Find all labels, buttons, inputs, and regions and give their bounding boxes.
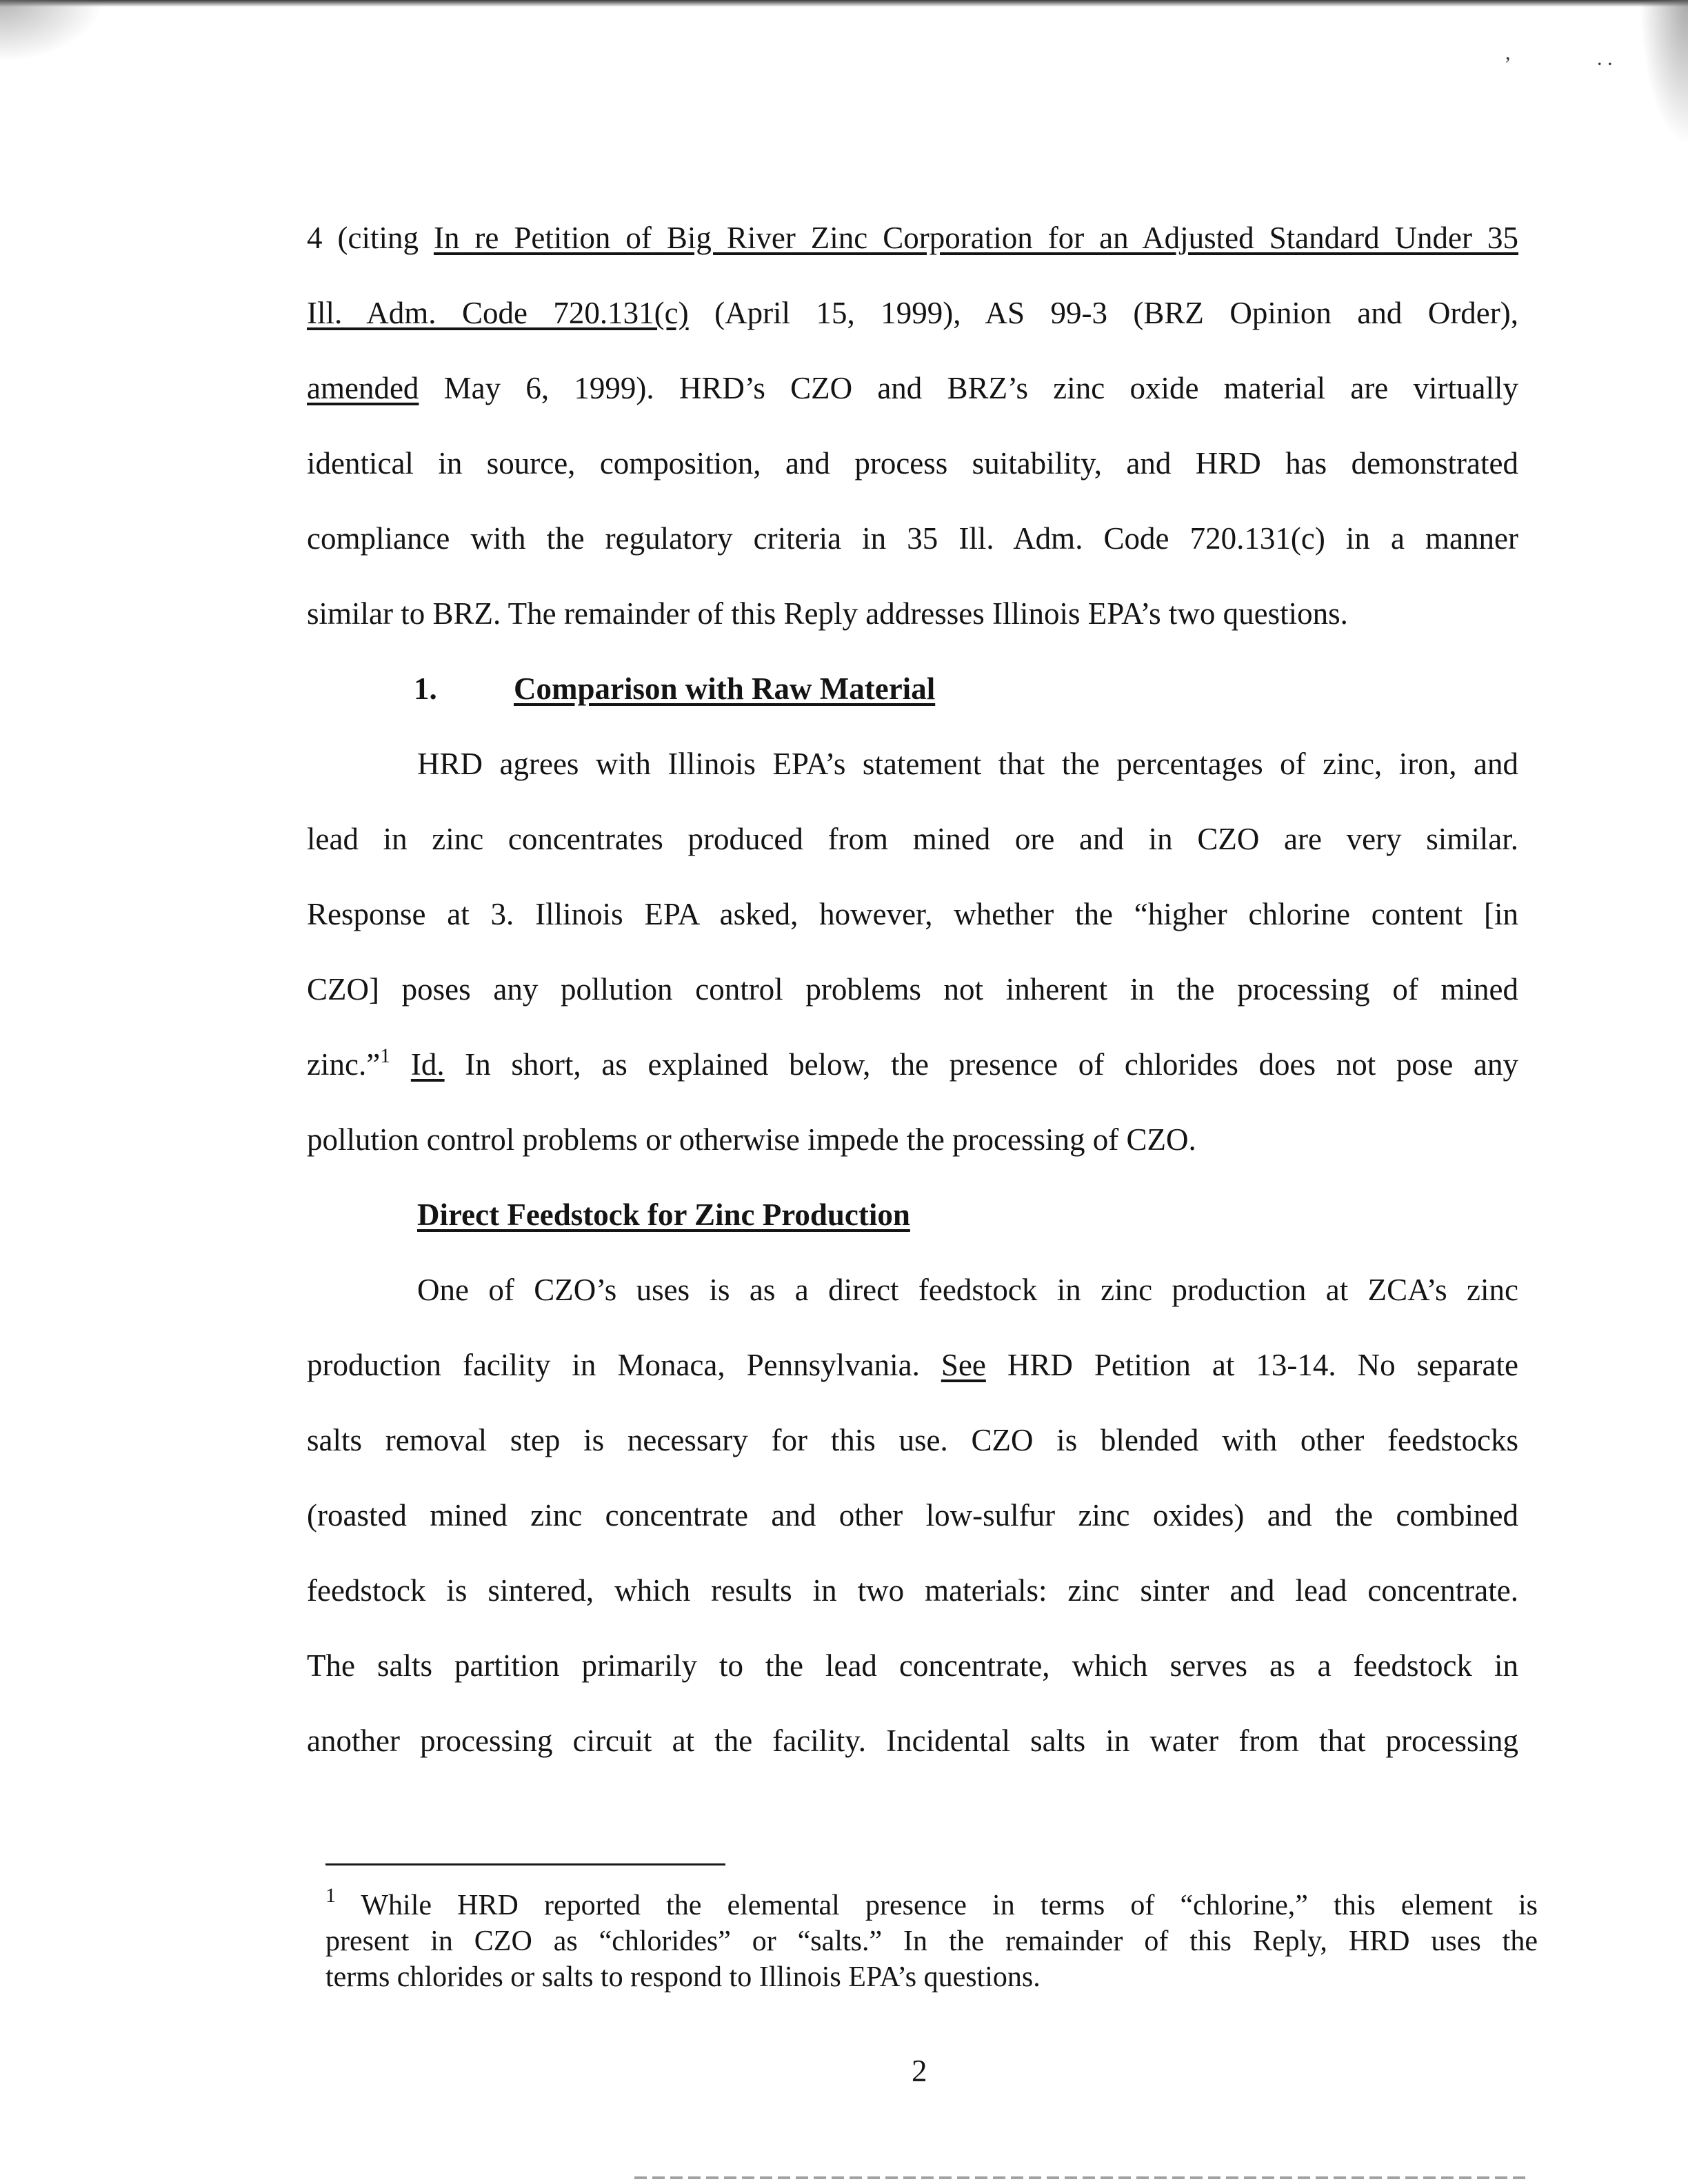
subsection-heading: Direct Feedstock for Zinc Production <box>417 1197 910 1232</box>
scan-noise-right <box>1640 0 1688 145</box>
text-line: feedstock is sintered, which results in two materials: zinc sinter and lead concentrate. <box>307 1573 1518 1608</box>
text-line: similar to BRZ. The remainder of this Reply addresses Illinois EPA’s two questions. <box>307 596 1348 631</box>
text-line: HRD agrees with Illinois EPA’s statement that the percentages of zinc, iron, and <box>417 747 1518 781</box>
text-line: CZO] poses any pollution control problems not inherent in the processing of mined <box>307 972 1518 1007</box>
scan-edge-bottom <box>634 2176 1531 2179</box>
case-citation: Id. <box>410 1047 445 1082</box>
stray-mark: , <box>1505 41 1511 64</box>
section-number: 1. <box>414 671 437 706</box>
text-line: lead in zinc concentrates produced from mined ore and in CZO are very similar. <box>307 822 1518 856</box>
text-line: Response at 3. Illinois EPA asked, however, whether the “higher chlorine content [in <box>307 897 1518 931</box>
text-line: One of CZO’s uses is as a direct feedstock in zinc production at ZCA’s zinc <box>417 1273 1518 1307</box>
text-line: identical in source, composition, and process suitability, and HRD has demonstrated <box>307 446 1518 481</box>
section-heading: Comparison with Raw Material <box>514 671 936 706</box>
footnote-line: present in CZO as “chlorides” or “salts.” In the remainder of this Reply, HRD uses the <box>325 1925 1538 1957</box>
footnote-separator <box>325 1863 725 1866</box>
text-line: compliance with the regulatory criteria in 35 Ill. Adm. Code 720.131(c) in a manner <box>307 521 1518 556</box>
case-citation: Ill. Adm. Code 720.131(c) <box>307 296 689 330</box>
case-citation: In re Petition of Big River Zinc Corporation for an Adjusted Standard Under 35 <box>433 221 1519 255</box>
page-number: 2 <box>912 2054 927 2088</box>
scan-edge-top <box>0 0 1688 7</box>
footnote-line: $^1$ While HRD reported the elemental presence in terms of “chlorine,” this element is <box>325 1884 1538 1921</box>
text-line: The salts partition primarily to the lead concentrate, which serves as a feedstock in <box>307 1648 1518 1683</box>
text-line: 4 (citing In re Petition of Big River Zinc Corporation for an Adjusted Standard Under 35 <box>307 221 1519 255</box>
footnote-reference: 1 <box>380 1044 391 1067</box>
footnote-line: terms chlorides or salts to respond to Illinois EPA’s questions. <box>325 1961 1041 1993</box>
text-line: amended May 6, 1999). HRD’s CZO and BRZ’s zinc oxide material are virtually <box>307 371 1518 405</box>
text-line: production facility in Monaca, Pennsylvania. See HRD Petition at 13-14. No separate <box>307 1348 1518 1382</box>
text-line: salts removal step is necessary for this use. CZO is blended with other feedstocks <box>307 1423 1518 1457</box>
stray-mark: . . <box>1597 47 1613 70</box>
text-line: pollution control problems or otherwise impede the processing of CZO. <box>307 1122 1196 1157</box>
footnote-marker: 1 <box>325 1884 336 1907</box>
text-line: another processing circuit at the facility. Incidental salts in water from that processing <box>307 1723 1518 1758</box>
text-line: Ill. Adm. Code 720.131(c) (April 15, 1999), AS 99-3 (BRZ Opinion and Order), <box>307 296 1518 330</box>
citation-signal: See <box>941 1348 986 1382</box>
text-line: zinc.”$^1$ Id. In short, as explained below, the presence of chlorides does not pose any <box>307 1044 1518 1082</box>
scan-noise-left <box>0 0 103 62</box>
text-line: (roasted mined zinc concentrate and other low-sulfur zinc oxides) and the combined <box>307 1498 1518 1533</box>
